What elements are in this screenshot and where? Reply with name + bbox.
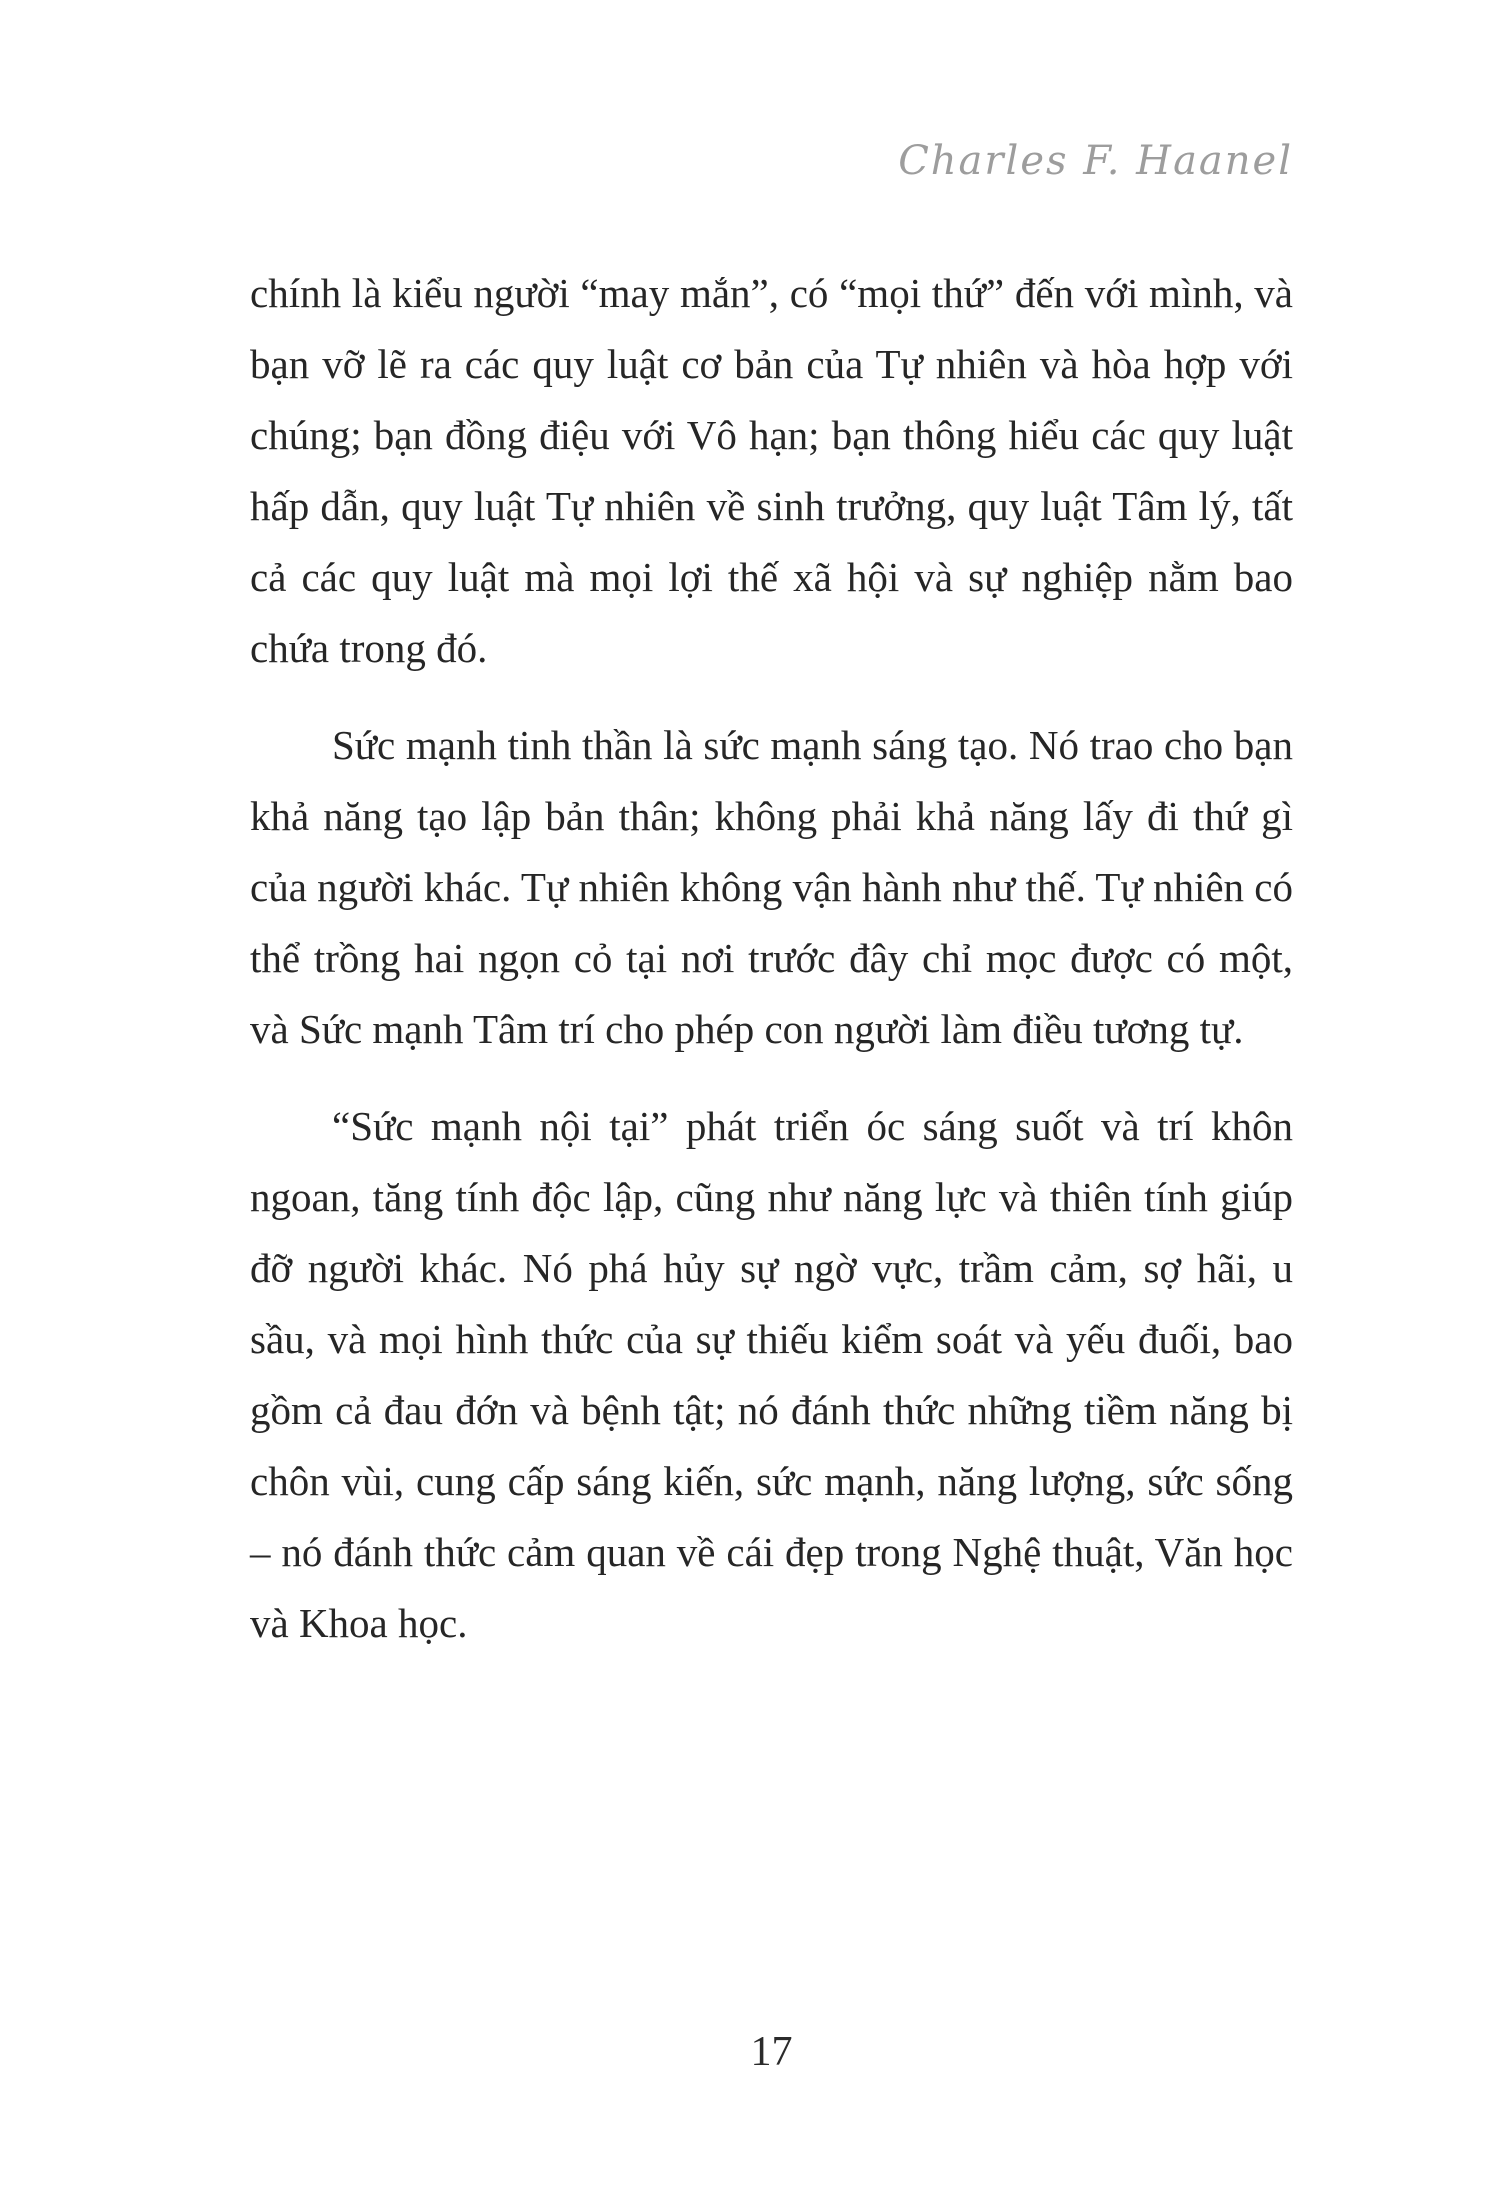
running-header-author: Charles F. Haanel bbox=[898, 138, 1293, 184]
page-number: 17 bbox=[750, 2029, 793, 2075]
paragraph-2: Sức mạnh tinh thần là sức mạnh sáng tạo. Nó trao cho bạn khả năng tạo lập bản thân; không phải khả năng lấy đi thứ gì của người khác. Tự nhiên không vận hành như thế. Tự nhiên có thể trồng hai ngọn cỏ tại nơi trước đây chỉ mọc được có một, và Sức mạnh Tâm trí cho phép con người làm điều tương tự. bbox=[250, 722, 1293, 1052]
paragraph-3: “Sức mạnh nội tại” phát triển óc sáng suốt và trí khôn ngoan, tăng tính độc lập, cũng như năng lực và thiên tính giúp đỡ người khác. Nó phá hủy sự ngờ vực, trầm cảm, sợ hãi, u sầu, và mọi hình thức của sự thiếu kiểm soát và yếu đuối, bao gồm cả đau đớn và bệnh tật; nó đánh thức những tiềm năng bị chôn vùi, cung cấp sáng kiến, sức mạnh, năng lượng, sức sống – nó đánh thức cảm quan về cái đẹp trong Nghệ thuật, Văn học và Khoa học. bbox=[250, 1103, 1293, 1646]
body-text-block bbox=[250, 258, 1293, 1685]
paragraph-1: chính là kiểu người “may mắn”, có “mọi thứ” đến với mình, và bạn vỡ lẽ ra các quy luật cơ bản của Tự nhiên và hòa hợp với chúng; bạn đồng điệu với Vô hạn; bạn thông hiểu các quy luật hấp dẫn, quy luật Tự nhiên về sinh trưởng, quy luật Tâm lý, tất cả các quy luật mà mọi lợi thế xã hội và sự nghiệp nằm bao chứa trong đó. bbox=[250, 270, 1293, 671]
